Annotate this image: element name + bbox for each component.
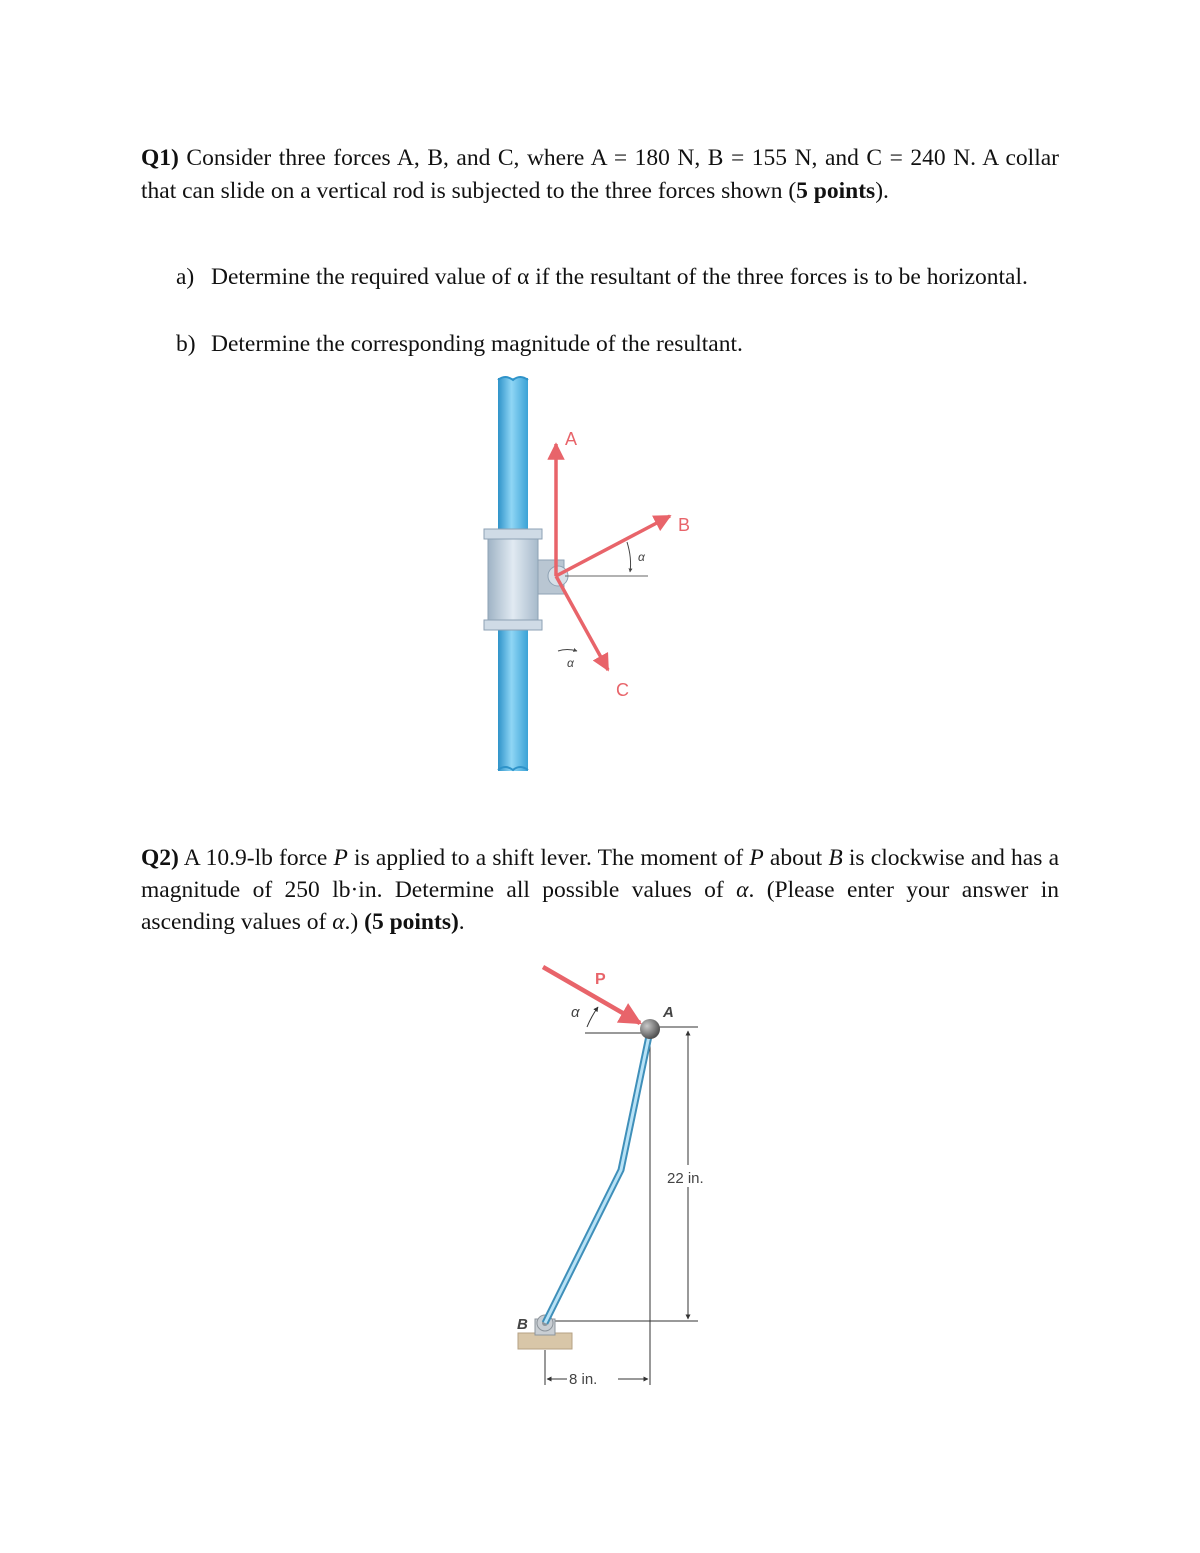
q2-label: Q2) — [141, 845, 179, 871]
lever-knob — [640, 1019, 660, 1039]
q2-text-1: A 10.9-lb force — [178, 845, 334, 871]
q2-var-b: B — [828, 845, 843, 871]
q2-text-end: . — [458, 909, 465, 935]
q2-text-3: about — [763, 845, 829, 871]
q1-text-end: ). — [875, 178, 889, 204]
q1-label: Q1) — [141, 145, 179, 171]
q2-text-6: .) — [344, 909, 365, 935]
force-p-arrow — [543, 967, 640, 1023]
q1-part-a-marker: a) — [176, 264, 195, 290]
q2-alpha-label: α — [571, 1004, 580, 1021]
force-a-label: A — [565, 429, 578, 449]
q2-var-alpha2: α — [332, 909, 345, 935]
q2-var-p: P — [333, 845, 348, 871]
point-b-label: B — [517, 1316, 528, 1333]
q2-points: (5 points) — [364, 909, 459, 935]
q2-var-alpha: α — [736, 877, 749, 903]
height-dimension-label: 22 in. — [667, 1170, 704, 1187]
force-c-label: C — [616, 680, 629, 700]
width-dimension-label: 8 in. — [569, 1371, 598, 1388]
q1-part-b — [176, 328, 1059, 361]
q1-text: Consider three forces A, B, and C, where A = 180 N, B = 155 N, and C = 240 N. A collar that can slide on a vertical rod is subjected to the three forces shown ( — [141, 145, 1059, 204]
q1-part-b-text: Determine the corresponding magnitude of the resultant. — [211, 331, 743, 357]
q2-text-4: is clockwise and has a magnitude of 250 lb·in. Determine all possible values of — [141, 845, 1059, 903]
q2-statement — [141, 842, 1059, 938]
q2-var-p2: P — [749, 845, 764, 871]
q1-points: 5 points — [796, 178, 876, 204]
q2-figure — [505, 955, 715, 1395]
force-b-arrow — [556, 516, 670, 576]
q2-text-5: . (Please enter your answer in ascending values of — [141, 877, 1059, 935]
force-c-arrow — [556, 576, 608, 670]
q1-part-b-marker: b) — [176, 331, 196, 357]
force-p-label: P — [595, 971, 606, 988]
alpha-label-upper: α — [638, 550, 645, 564]
q1-figure — [470, 372, 730, 777]
point-a-label: A — [663, 1004, 674, 1021]
q1-part-a-text: Determine the required value of α if the resultant of the three forces is to be horizontal. — [211, 264, 1028, 290]
alpha-label-lower: α — [567, 656, 574, 670]
q1-part-a — [176, 261, 1059, 294]
force-b-label: B — [678, 515, 691, 535]
q1-statement — [141, 142, 1059, 208]
q2-text-2: is applied to a shift lever. The moment of — [347, 845, 750, 871]
shift-lever — [545, 1031, 650, 1323]
